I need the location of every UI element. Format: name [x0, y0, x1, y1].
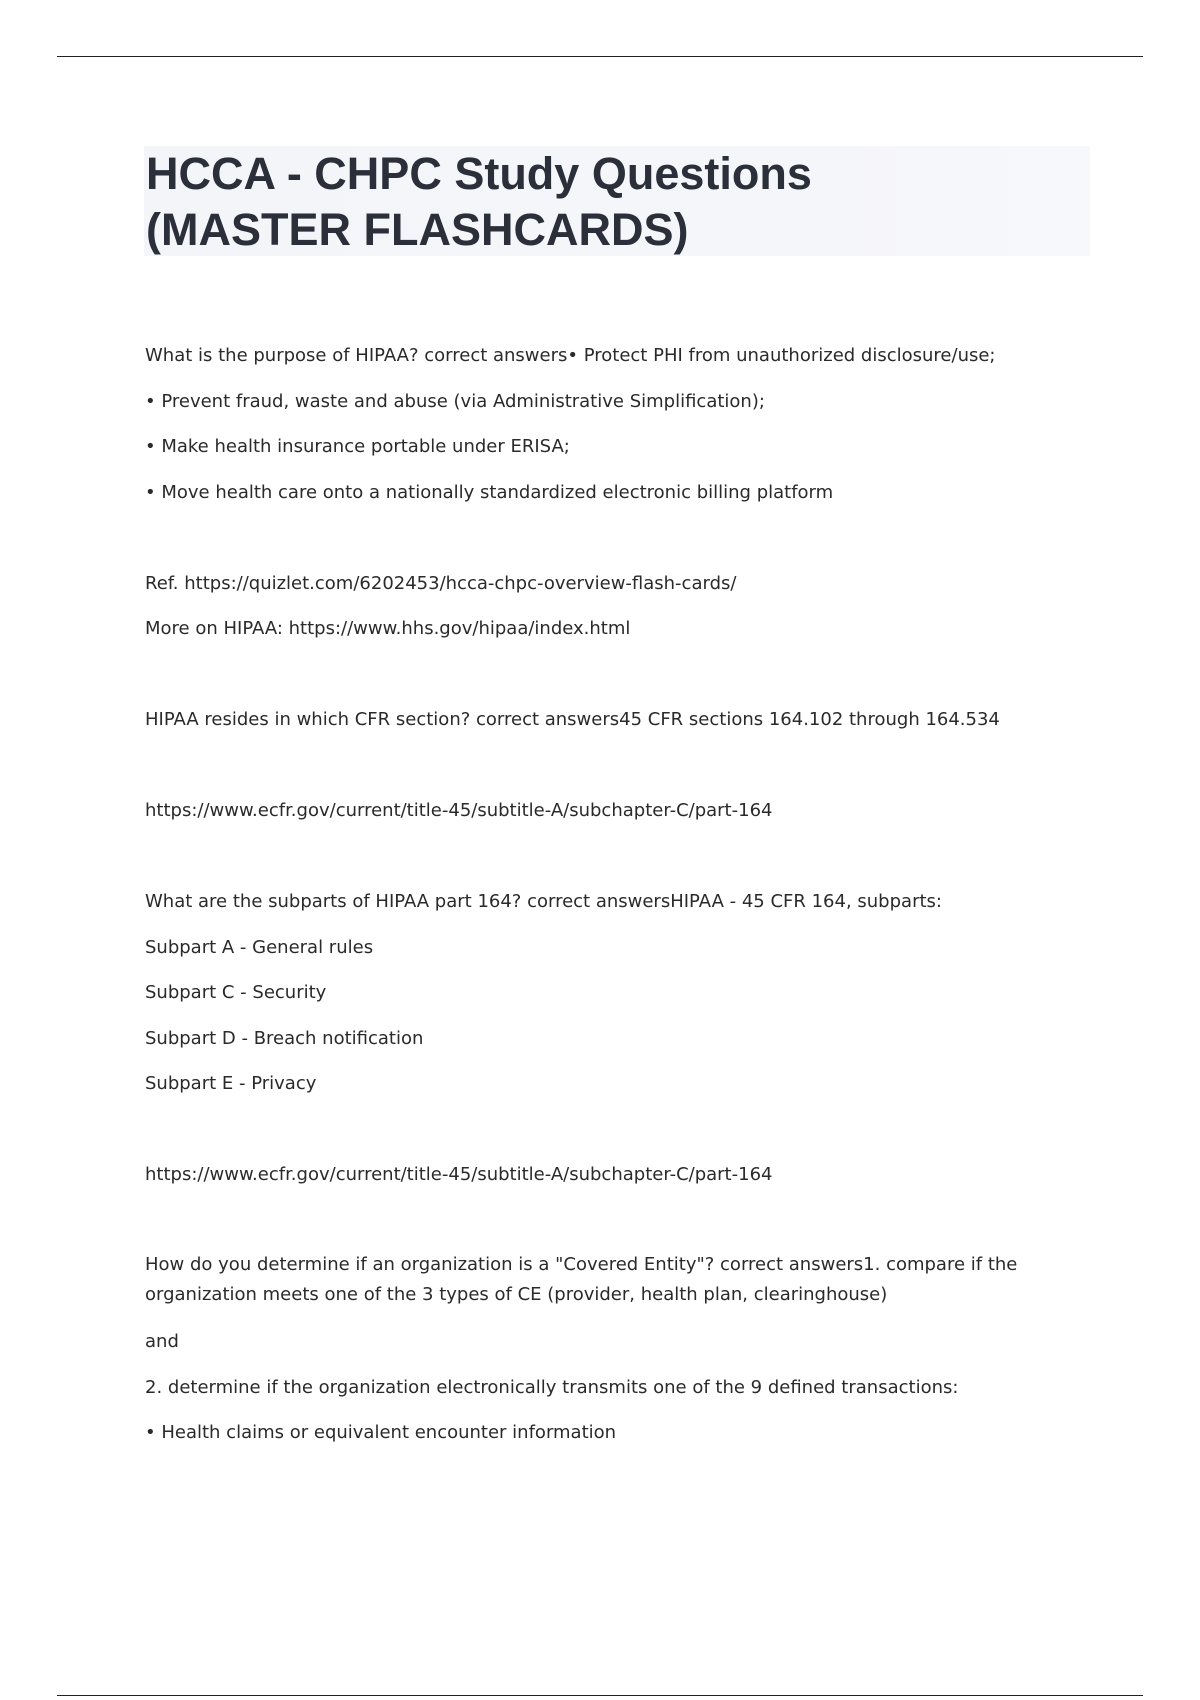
- bullet-prevent-fraud: • Prevent fraud, waste and abuse (via Administrative Simplification);: [145, 391, 765, 412]
- ecfr-link-2: https://www.ecfr.gov/current/title-45/subtitle-A/subchapter-C/part-164: [145, 1164, 773, 1185]
- title-line-1: HCCA - CHPC Study Questions: [146, 148, 812, 199]
- bullet-electronic-billing: • Move health care onto a nationally standardized electronic billing platform: [145, 482, 834, 503]
- bottom-rule: [57, 1695, 1143, 1696]
- bullet-portable-insurance: • Make health insurance portable under ERISA;: [145, 436, 570, 457]
- hipaa-purpose-question: What is the purpose of HIPAA? correct answers• Protect PHI from unauthorized disclosure/use;: [145, 345, 996, 366]
- more-on-hipaa-link: More on HIPAA: https://www.hhs.gov/hipaa/index.html: [145, 618, 631, 639]
- ecfr-link-1: https://www.ecfr.gov/current/title-45/subtitle-A/subchapter-C/part-164: [145, 800, 773, 821]
- covered-entity-question: How do you determine if an organization is a "Covered Entity"? correct answers1. compare if the organization meets one of the 3 types of CE (provider, health plan, clearinghouse): [145, 1254, 1018, 1305]
- nine-transactions-text: 2. determine if the organization electronically transmits one of the 9 defined transactions:: [145, 1377, 959, 1398]
- subparts-question: What are the subparts of HIPAA part 164? correct answersHIPAA - 45 CFR 164, subparts:: [145, 891, 942, 912]
- reference-link: Ref. https://quizlet.com/6202453/hcca-chpc-overview-flash-cards/: [145, 573, 737, 594]
- subpart-a: Subpart A - General rules: [145, 937, 374, 958]
- title-line-2: (MASTER FLASHCARDS): [146, 204, 689, 255]
- subpart-c: Subpart C - Security: [145, 982, 327, 1003]
- top-rule: [57, 56, 1143, 57]
- subpart-d: Subpart D - Breach notification: [145, 1028, 424, 1049]
- and-text: and: [145, 1331, 179, 1352]
- document-title: [146, 146, 1092, 258]
- bullet-health-claims: • Health claims or equivalent encounter information: [145, 1422, 617, 1443]
- cfr-section-question: HIPAA resides in which CFR section? correct answers45 CFR sections 164.102 through 164.534: [145, 709, 1000, 730]
- subpart-e: Subpart E - Privacy: [145, 1073, 317, 1094]
